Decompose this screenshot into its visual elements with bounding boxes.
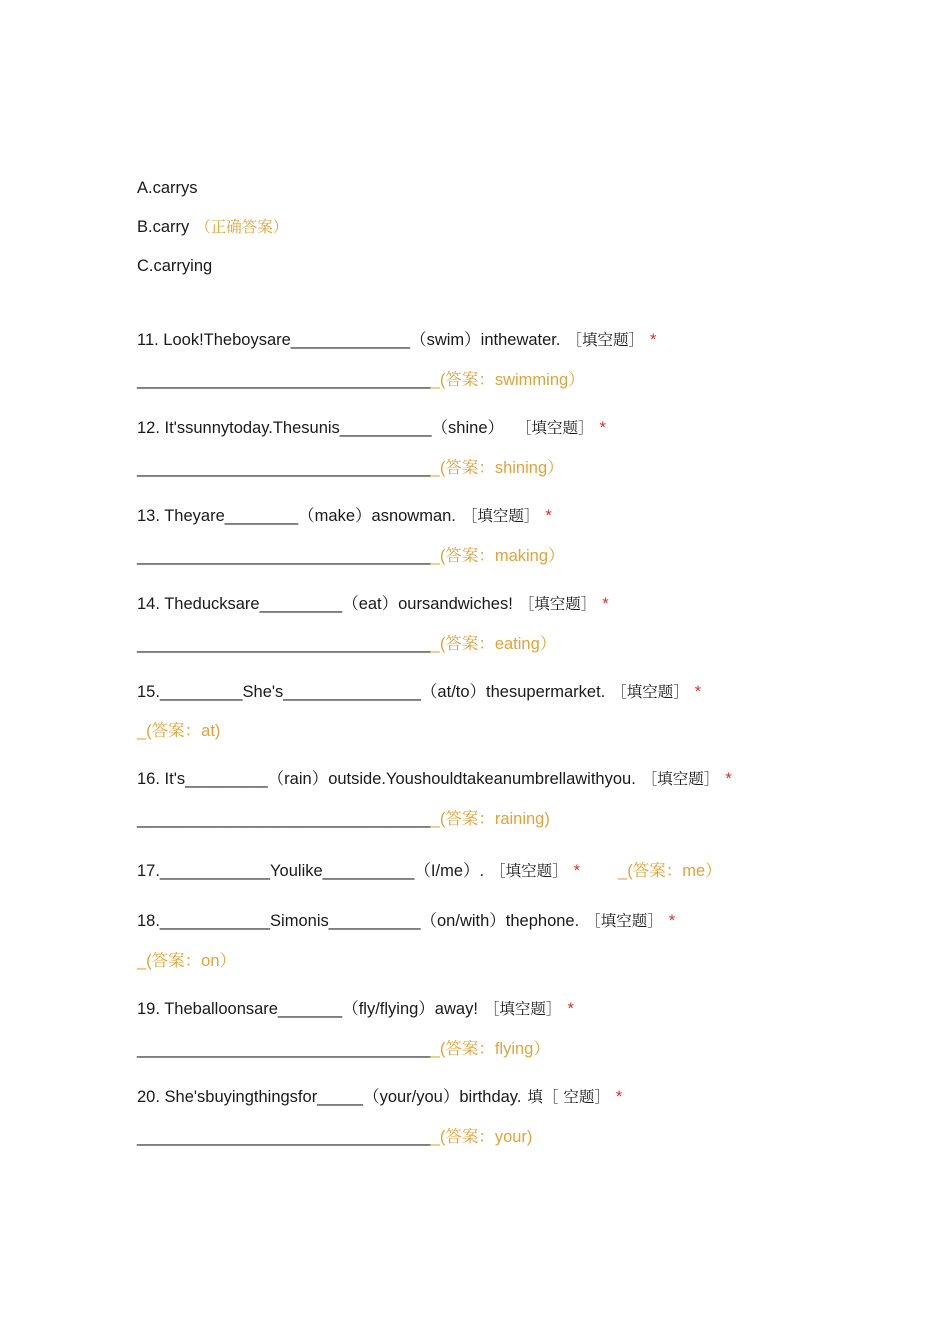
answer-line-20	[137, 1127, 532, 1147]
answer-line-15	[137, 721, 220, 741]
required-star: *	[573, 862, 581, 880]
blank-input[interactable]: ________________________________	[137, 635, 431, 653]
blank-input[interactable]: ________________________________	[137, 459, 431, 477]
answer-key: _(答案：your)	[430, 1128, 533, 1146]
blank-input[interactable]: ________________________________	[137, 547, 431, 565]
answer-key: _(答案：making）	[430, 547, 565, 565]
question-14: 14. Theducksare_________（eat）oursandwiches! ［填空题］ *	[137, 595, 609, 613]
required-star: *	[668, 912, 676, 930]
question-15: 15._________She's_______________（at/to）thesupermarket. ［填空题］ *	[137, 683, 702, 701]
answer-key: _(答案：raining)	[430, 810, 550, 828]
question-12: 12. It'ssunnytoday.Thesunis__________（shine） ［填空题］ *	[137, 419, 606, 437]
question-11: 11. Look!Theboysare_____________（swim）inthewater. ［填空题］ *	[137, 331, 657, 349]
answer-key: _(答案：swimming）	[430, 371, 585, 389]
option-a: A.carrys	[137, 179, 198, 197]
question-13: 13. Theyare________（make）asnowman. ［填空题］ *	[137, 507, 552, 525]
correct-answer-note: （正确答案）	[195, 218, 289, 236]
question-19: 19. Theballoonsare_______（fly/flying）away! ［填空题］ *	[137, 1000, 574, 1018]
answer-key: _(答案：flying）	[430, 1040, 550, 1058]
question-16: 16. It's_________（rain）outside.Youshouldtakeanumbrellawithyou. ［填空题］ *	[137, 770, 732, 788]
answer-key: _(答案：at)	[137, 722, 221, 740]
question-18: 18.____________Simonis__________（on/with）thephone. ［填空题］ *	[137, 912, 676, 930]
answer-key: _(答案：eating）	[430, 635, 557, 653]
blank-input[interactable]: ________________________________	[137, 371, 431, 389]
answer-line-18	[137, 951, 236, 971]
blank-input[interactable]: ________________________________	[137, 810, 431, 828]
answer-line-13	[137, 546, 565, 566]
required-star: *	[694, 683, 702, 701]
required-star: *	[545, 507, 552, 525]
answer-line-12	[137, 458, 564, 478]
answer-line-14	[137, 634, 556, 654]
answer-line-11	[137, 370, 585, 390]
required-star: *	[725, 770, 732, 788]
required-star: *	[567, 1000, 574, 1018]
answer-key: _(答案：me）	[618, 862, 722, 880]
blank-input[interactable]: ________________________________	[137, 1128, 431, 1146]
option-b: B.carry （正确答案）	[137, 218, 289, 236]
answer-key: _(答案：shining）	[430, 459, 564, 477]
required-star: *	[599, 419, 606, 437]
required-star: *	[602, 595, 609, 613]
required-star: *	[615, 1088, 623, 1106]
answer-line-19	[137, 1039, 550, 1059]
blank-input[interactable]: ________________________________	[137, 1040, 431, 1058]
answer-key: _(答案：on）	[137, 952, 237, 970]
question-20: 20. She'sbuyingthingsfor_____（your/you）birthday. 填［ 空题］ *	[137, 1088, 623, 1106]
answer-line-16	[137, 809, 550, 829]
required-star: *	[649, 331, 657, 349]
option-c: C.carrying	[137, 257, 213, 275]
question-17: 17.____________Youlike__________（I/me）. ［填空题］ * _(答案：me）	[137, 862, 722, 880]
